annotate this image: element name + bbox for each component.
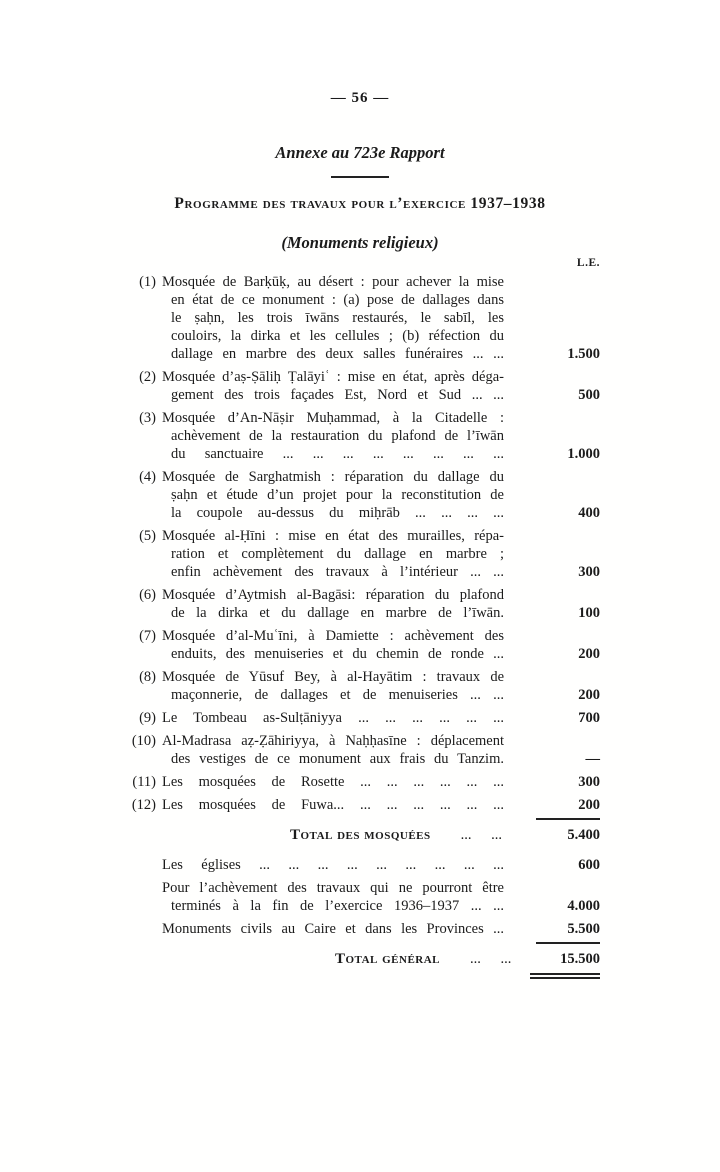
list-item-4 (130, 468, 600, 522)
item-text (162, 668, 504, 704)
item-number: (3) (139, 410, 156, 426)
document-page (0, 90, 720, 1172)
item-text-line: Mosquée d’aṣ-Ṣāliḥ Ṭalāyiʿ : mise en état, après déga- (162, 369, 504, 385)
item-number: (2) (139, 369, 156, 385)
item-amount: 200 (578, 797, 600, 813)
item-amount: 300 (578, 564, 600, 580)
item-text-line: Mosquée al-Ḥīni : mise en état des murailles, répa- (162, 528, 504, 544)
item-text-line: Les mosquées de Fuwa... ... ... ... ... ... ... (162, 797, 504, 813)
item-text-line: la coupole au-dessus du miḥrāb ... ... ... ... (171, 505, 504, 521)
item-number: (12) (131, 797, 156, 813)
list-item-9 (130, 709, 600, 727)
extra-item-eglises (130, 856, 600, 874)
item-amount: 4.000 (567, 898, 600, 914)
item-text (162, 796, 504, 814)
item-text-line: Le Tombeau as-Sulṭāniyya ... ... ... ... ... ... (162, 710, 504, 726)
item-text (162, 732, 504, 768)
list-item-5 (130, 527, 600, 581)
item-text (162, 527, 504, 581)
additional-items (130, 856, 600, 938)
item-number: (4) (139, 469, 156, 485)
title-divider-rule (331, 176, 389, 178)
item-number: (9) (139, 710, 156, 726)
grand-total-label: Total général (335, 951, 441, 967)
programme-heading: Programme des travaux pour l’exercice 1937–1938 (174, 195, 546, 212)
item-amount: 300 (578, 774, 600, 790)
grand-total-row (130, 950, 600, 969)
total-mosques-row (130, 826, 600, 845)
item-number: (8) (139, 669, 156, 685)
item-text-line: dallage en marbre des deux salles funéraires ... ... (171, 346, 504, 362)
item-text (162, 627, 504, 663)
item-text-line: en état de ce monument : (a) pose de dallages dans (171, 292, 504, 308)
item-text (162, 920, 504, 938)
item-amount: 100 (578, 605, 600, 621)
mosques-subtotal-rule (536, 818, 600, 820)
item-number: (6) (139, 587, 156, 603)
item-text-line: maçonnerie, de dallages et de menuiseries ... ... (171, 687, 504, 703)
item-text-line: Pour l’achèvement des travaux qui ne pourront être (162, 880, 504, 896)
page-number: — 56 — (330, 90, 390, 106)
annexe-title: Annexe au 723e Rapport (275, 143, 445, 162)
item-text (162, 709, 504, 727)
list-item-3 (130, 409, 600, 463)
item-amount: 200 (578, 687, 600, 703)
item-text (162, 409, 504, 463)
item-text (162, 773, 504, 791)
item-text-line: terminés à la fin de l’exercice 1936–1937 ... ... (171, 898, 504, 914)
item-number: (11) (132, 774, 156, 790)
item-text-line: enfin achèvement des travaux à l’intérieur ... ... (171, 564, 504, 580)
list-item-1 (130, 273, 600, 363)
item-amount: 700 (578, 710, 600, 726)
grand-total-double-rule (530, 973, 600, 979)
item-amount: 1.500 (567, 346, 600, 362)
item-amount: 400 (578, 505, 600, 521)
item-text (162, 273, 504, 363)
item-text-line: Mosquée de Barḳūḳ, au désert : pour achever la mise (162, 274, 504, 290)
item-number: (10) (131, 733, 156, 749)
currency-column-header: L.E. (576, 257, 600, 269)
budget-table (130, 257, 600, 979)
item-amount: 1.000 (567, 446, 600, 462)
item-text-line: des vestiges de ce monument aux frais du Tanzim. (171, 751, 504, 767)
item-text-line: couloirs, la dirka et les cellules ; (b) réfection du (171, 328, 504, 344)
extra-item-monuments-civils (130, 920, 600, 938)
item-text-line: Mosquée de Yūsuf Bey, à al-Hayātim : travaux de (162, 669, 504, 685)
item-amount: 200 (578, 646, 600, 662)
item-text-line: ration et complètement du dallage en marbre ; (171, 546, 504, 562)
item-text-line: Mosquée d’An-Nāṣir Muḥammad, à la Citadelle : (162, 410, 504, 426)
item-text-line: enduits, des menuiseries et du chemin de ronde ... (171, 646, 504, 662)
item-text (162, 586, 504, 622)
item-text (162, 468, 504, 522)
item-amount: 600 (578, 857, 600, 873)
item-text-line: Al-Madrasa aẓ-Ẓāhiriyya, à Naḥḥasīne : déplacement (162, 733, 504, 749)
extra-item-achevement (130, 879, 600, 915)
list-item-2 (130, 368, 600, 404)
item-text-line: Les mosquées de Rosette ... ... ... ... ... ... (162, 774, 504, 790)
list-item-8 (130, 668, 600, 704)
list-item-10 (130, 732, 600, 768)
item-text-line: achèvement de la restauration du plafond de l’īwān (171, 428, 504, 444)
item-text-line: gement des trois façades Est, Nord et Sud ... ... (171, 387, 504, 403)
list-item-6 (130, 586, 600, 622)
item-text (162, 879, 504, 915)
grand-total-dots: ... ... (470, 951, 512, 967)
list-item-11 (130, 773, 600, 791)
section-heading: (Monuments religieux) (281, 233, 439, 252)
item-number: (1) (139, 274, 156, 290)
item-amount: 500 (578, 387, 600, 403)
list-item-7 (130, 627, 600, 663)
item-text (162, 368, 504, 404)
item-text-line: Mosquée d’al-Muʿīni, à Damiette : achèvement des (162, 628, 504, 644)
item-text-line: Mosquée d’Aytmish al-Bagāsi: réparation du plafond (162, 587, 504, 603)
total-mosques-dots: ... ... (460, 827, 502, 843)
grand-total-rule (536, 942, 600, 944)
item-text-line: du sanctuaire ... ... ... ... ... ... ... ... (171, 446, 504, 462)
total-mosques-label: Total des mosquées (290, 827, 431, 843)
item-number: (7) (139, 628, 156, 644)
works-list (130, 273, 600, 814)
item-text-line: ṣaḥn et étude d’un projet pour la reconstitution de (171, 487, 504, 503)
item-text-line: Mosquée de Sarghatmish : réparation du dallage du (162, 469, 504, 485)
grand-total-amount: 15.500 (560, 951, 600, 967)
item-text (162, 856, 504, 874)
item-text-line: Monuments civils au Caire et dans les Provinces ... (162, 921, 504, 937)
item-amount: — (585, 751, 600, 767)
item-text-line: de la dirka et du dallage en marbre de l’īwān. (171, 605, 504, 621)
list-item-12 (130, 796, 600, 814)
item-amount: 5.500 (567, 921, 600, 937)
item-text-line: le ṣaḥn, les trois īwāns restaurés, le sabīl, les (171, 310, 504, 326)
item-number: (5) (139, 528, 156, 544)
total-mosques-amount: 5.400 (567, 827, 600, 843)
item-text-line: Les églises ... ... ... ... ... ... ... ... ... (162, 857, 504, 873)
